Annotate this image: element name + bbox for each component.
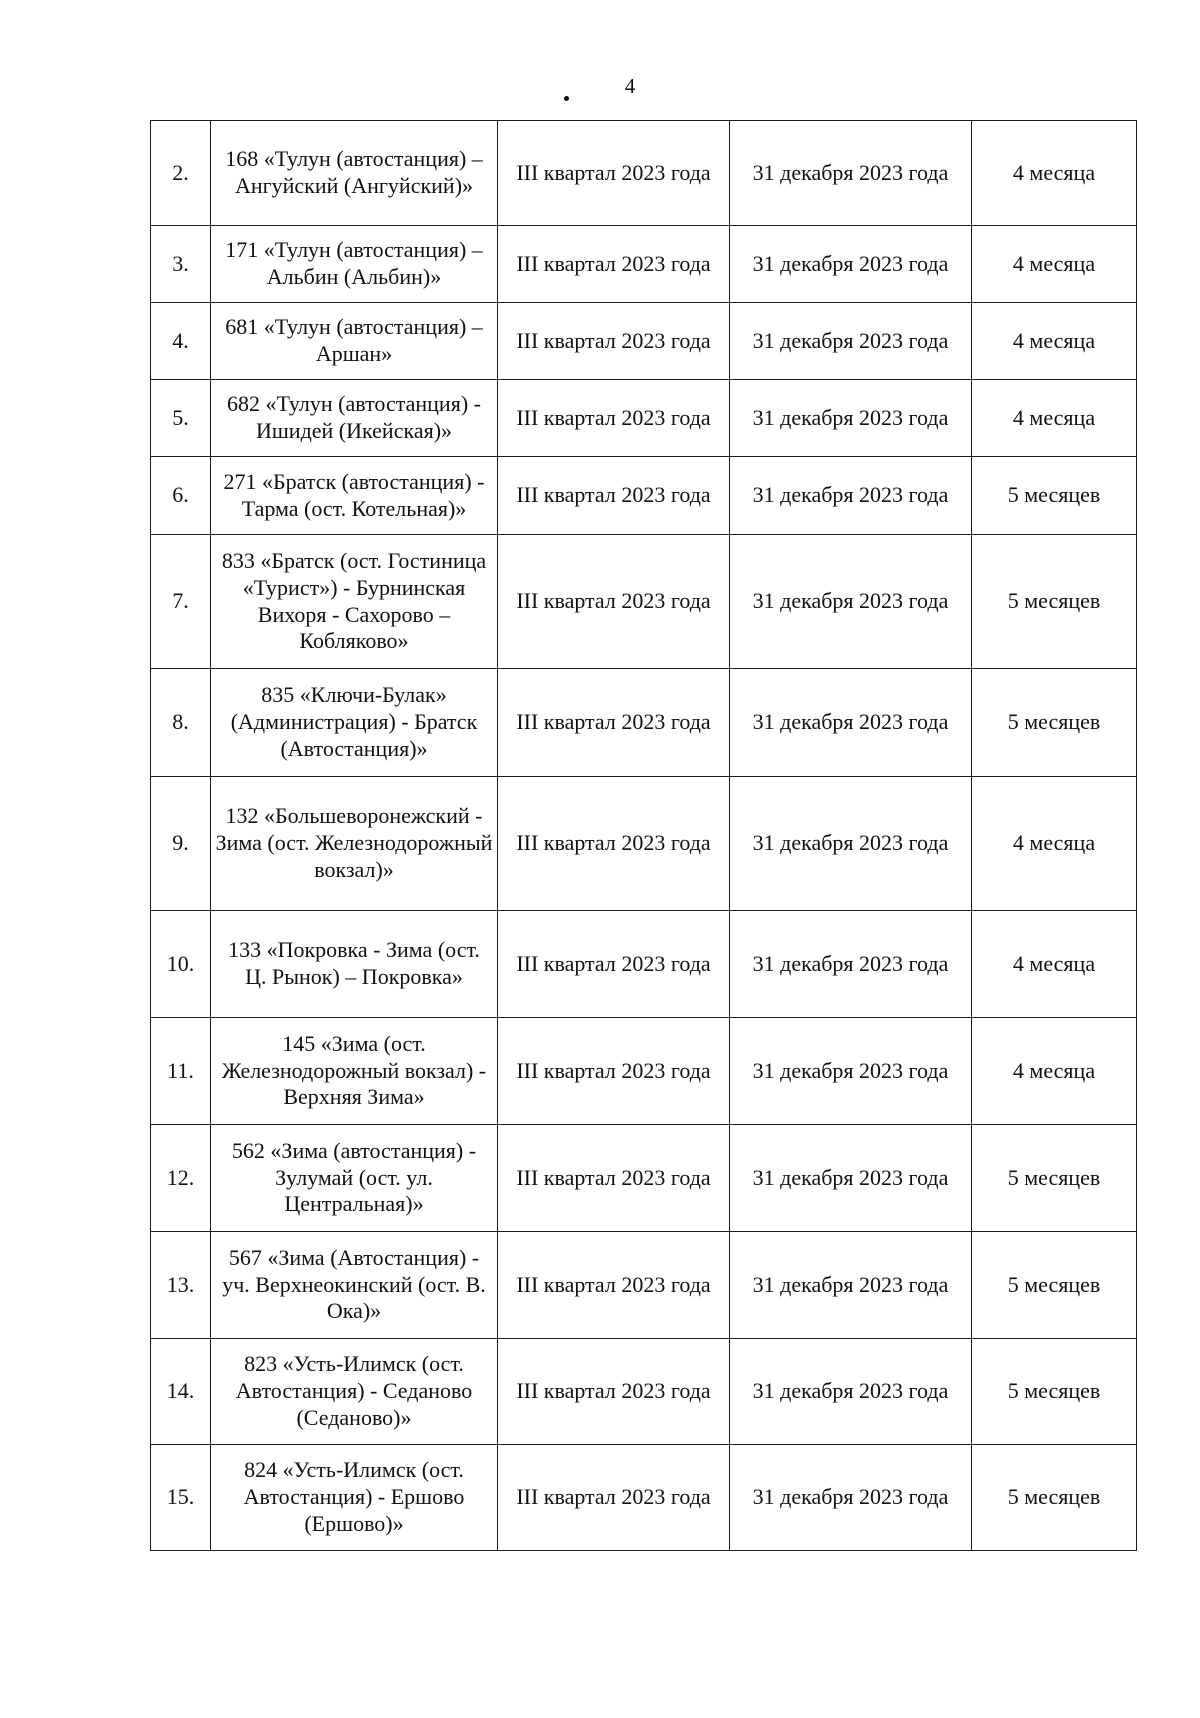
routes-table (150, 120, 1137, 1551)
duration: 5 месяцев (972, 669, 1137, 777)
route-name: 835 «Ключи-Булак» (Администрация) - Братск (Автостанция)» (211, 669, 498, 777)
table-row (151, 1232, 1137, 1339)
duration: 4 месяца (972, 911, 1137, 1018)
duration: 4 месяца (972, 303, 1137, 380)
row-number: 14. (151, 1339, 211, 1445)
scan-dot-mark (564, 96, 569, 101)
start-period: III квартал 2023 года (498, 303, 730, 380)
end-date: 31 декабря 2023 года (730, 1445, 972, 1551)
route-name: 833 «Братск (ост. Гостиница «Турист») - Бурнинская Вихоря - Сахорово – Кобляково» (211, 535, 498, 669)
start-period: III квартал 2023 года (498, 777, 730, 911)
row-number: 7. (151, 535, 211, 669)
table-row (151, 535, 1137, 669)
row-number: 8. (151, 669, 211, 777)
route-name: 823 «Усть-Илимск (ост. Автостанция) - Седаново (Седаново)» (211, 1339, 498, 1445)
route-name: 562 «Зима (автостанция) - Зулумай (ост. ул. Центральная)» (211, 1125, 498, 1232)
route-name: 824 «Усть-Илимск (ост. Автостанция) - Ершово (Ершово)» (211, 1445, 498, 1551)
table-row (151, 121, 1137, 226)
end-date: 31 декабря 2023 года (730, 1125, 972, 1232)
route-name: 681 «Тулун (автостанция) – Аршан» (211, 303, 498, 380)
start-period: III квартал 2023 года (498, 1232, 730, 1339)
route-name: 567 «Зима (Автостанция) - уч. Верхнеокинский (ост. В. Ока)» (211, 1232, 498, 1339)
duration: 4 месяца (972, 226, 1137, 303)
end-date: 31 декабря 2023 года (730, 303, 972, 380)
table-row (151, 457, 1137, 535)
end-date: 31 декабря 2023 года (730, 777, 972, 911)
end-date: 31 декабря 2023 года (730, 380, 972, 457)
duration: 4 месяца (972, 380, 1137, 457)
start-period: III квартал 2023 года (498, 535, 730, 669)
duration: 4 месяца (972, 1018, 1137, 1125)
duration: 4 месяца (972, 777, 1137, 911)
duration: 5 месяцев (972, 535, 1137, 669)
page-number: 4 (624, 74, 636, 98)
route-name: 168 «Тулун (автостанция) – Ангуйский (Ангуйский)» (211, 121, 498, 226)
duration: 5 месяцев (972, 1445, 1137, 1551)
table-row (151, 303, 1137, 380)
end-date: 31 декабря 2023 года (730, 1018, 972, 1125)
end-date: 31 декабря 2023 года (730, 911, 972, 1018)
end-date: 31 декабря 2023 года (730, 669, 972, 777)
start-period: III квартал 2023 года (498, 226, 730, 303)
row-number: 3. (151, 226, 211, 303)
table-row (151, 380, 1137, 457)
route-name: 145 «Зима (ост. Железнодорожный вокзал) - Верхняя Зима» (211, 1018, 498, 1125)
route-name: 682 «Тулун (автостанция) - Ишидей (Икейская)» (211, 380, 498, 457)
row-number: 11. (151, 1018, 211, 1125)
route-name: 132 «Большеворонежский - Зима (ост. Железнодорожный вокзал)» (211, 777, 498, 911)
table-row (151, 1339, 1137, 1445)
end-date: 31 декабря 2023 года (730, 535, 972, 669)
start-period: III квартал 2023 года (498, 380, 730, 457)
route-name: 271 «Братск (автостанция) - Тарма (ост. Котельная)» (211, 457, 498, 535)
table-row (151, 669, 1137, 777)
duration: 5 месяцев (972, 1339, 1137, 1445)
start-period: III квартал 2023 года (498, 121, 730, 226)
table-row (151, 777, 1137, 911)
table-row (151, 911, 1137, 1018)
table-row (151, 1018, 1137, 1125)
row-number: 5. (151, 380, 211, 457)
table-row (151, 226, 1137, 303)
end-date: 31 декабря 2023 года (730, 226, 972, 303)
row-number: 2. (151, 121, 211, 226)
start-period: III квартал 2023 года (498, 1445, 730, 1551)
row-number: 12. (151, 1125, 211, 1232)
row-number: 13. (151, 1232, 211, 1339)
route-name: 133 «Покровка - Зима (ост. Ц. Рынок) – Покровка» (211, 911, 498, 1018)
row-number: 15. (151, 1445, 211, 1551)
start-period: III квартал 2023 года (498, 457, 730, 535)
duration: 5 месяцев (972, 1232, 1137, 1339)
duration: 5 месяцев (972, 457, 1137, 535)
end-date: 31 декабря 2023 года (730, 121, 972, 226)
start-period: III квартал 2023 года (498, 911, 730, 1018)
row-number: 6. (151, 457, 211, 535)
start-period: III квартал 2023 года (498, 1339, 730, 1445)
end-date: 31 декабря 2023 года (730, 457, 972, 535)
start-period: III квартал 2023 года (498, 1125, 730, 1232)
start-period: III квартал 2023 года (498, 669, 730, 777)
table-row (151, 1445, 1137, 1551)
row-number: 10. (151, 911, 211, 1018)
row-number: 4. (151, 303, 211, 380)
end-date: 31 декабря 2023 года (730, 1232, 972, 1339)
row-number: 9. (151, 777, 211, 911)
duration: 4 месяца (972, 121, 1137, 226)
start-period: III квартал 2023 года (498, 1018, 730, 1125)
route-name: 171 «Тулун (автостанция) – Альбин (Альбин)» (211, 226, 498, 303)
end-date: 31 декабря 2023 года (730, 1339, 972, 1445)
duration: 5 месяцев (972, 1125, 1137, 1232)
table-row (151, 1125, 1137, 1232)
